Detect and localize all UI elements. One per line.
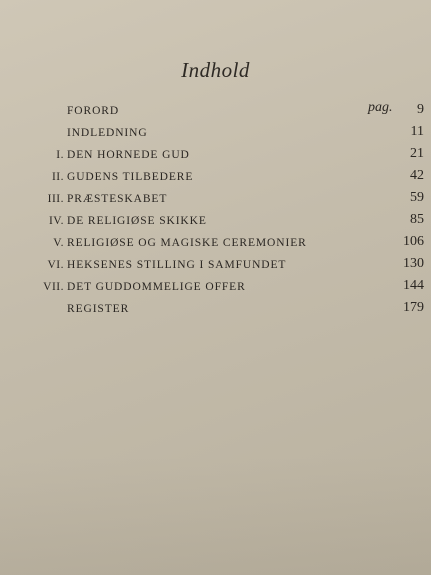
page-number: 59 xyxy=(410,190,424,205)
page-number: 106 xyxy=(403,234,424,249)
page-number: 85 xyxy=(410,212,424,227)
chapter-title: DE RELIGIØSE SKIKKE xyxy=(67,215,207,227)
toc-entry xyxy=(0,278,431,298)
toc-entry xyxy=(0,168,431,188)
toc-entry xyxy=(0,300,431,320)
page-number: 130 xyxy=(403,256,424,271)
chapter-title: PRÆSTESKABET xyxy=(67,193,168,205)
page-number: 179 xyxy=(403,300,424,315)
page-shadow xyxy=(0,455,431,575)
page-number: 11 xyxy=(410,124,424,139)
page-number: 21 xyxy=(410,146,424,161)
toc-entry xyxy=(0,102,431,122)
page-number: 9 xyxy=(417,102,424,117)
toc-entry xyxy=(0,234,431,254)
page-title: Indhold xyxy=(181,58,250,82)
chapter-number: VI. xyxy=(47,259,64,271)
page-number: 42 xyxy=(410,168,424,183)
pag-label: pag. xyxy=(368,100,393,115)
toc-entry xyxy=(0,146,431,166)
chapter-number: VII. xyxy=(43,281,64,293)
chapter-number: I. xyxy=(56,149,64,161)
chapter-title: GUDENS TILBEDERE xyxy=(67,171,194,183)
chapter-number: II. xyxy=(51,171,64,183)
chapter-number: V. xyxy=(53,237,64,249)
toc-entry xyxy=(0,212,431,232)
chapter-title: RELIGIØSE OG MAGISKE CEREMONIER xyxy=(67,237,307,249)
chapter-title: FORORD xyxy=(67,105,120,117)
toc-entry xyxy=(0,124,431,144)
chapter-title: HEKSENES STILLING I SAMFUNDET xyxy=(67,259,287,271)
chapter-title: DEN HORNEDE GUD xyxy=(67,149,190,161)
page-number: 144 xyxy=(403,278,424,293)
toc-entry xyxy=(0,256,431,276)
toc-entry xyxy=(0,190,431,210)
chapter-number: III. xyxy=(47,193,64,205)
chapter-title: DET GUDDOMMELIGE OFFER xyxy=(67,281,246,293)
chapter-number: IV. xyxy=(48,215,64,227)
chapter-title: REGISTER xyxy=(67,303,130,315)
chapter-title: INDLEDNING xyxy=(67,127,148,139)
